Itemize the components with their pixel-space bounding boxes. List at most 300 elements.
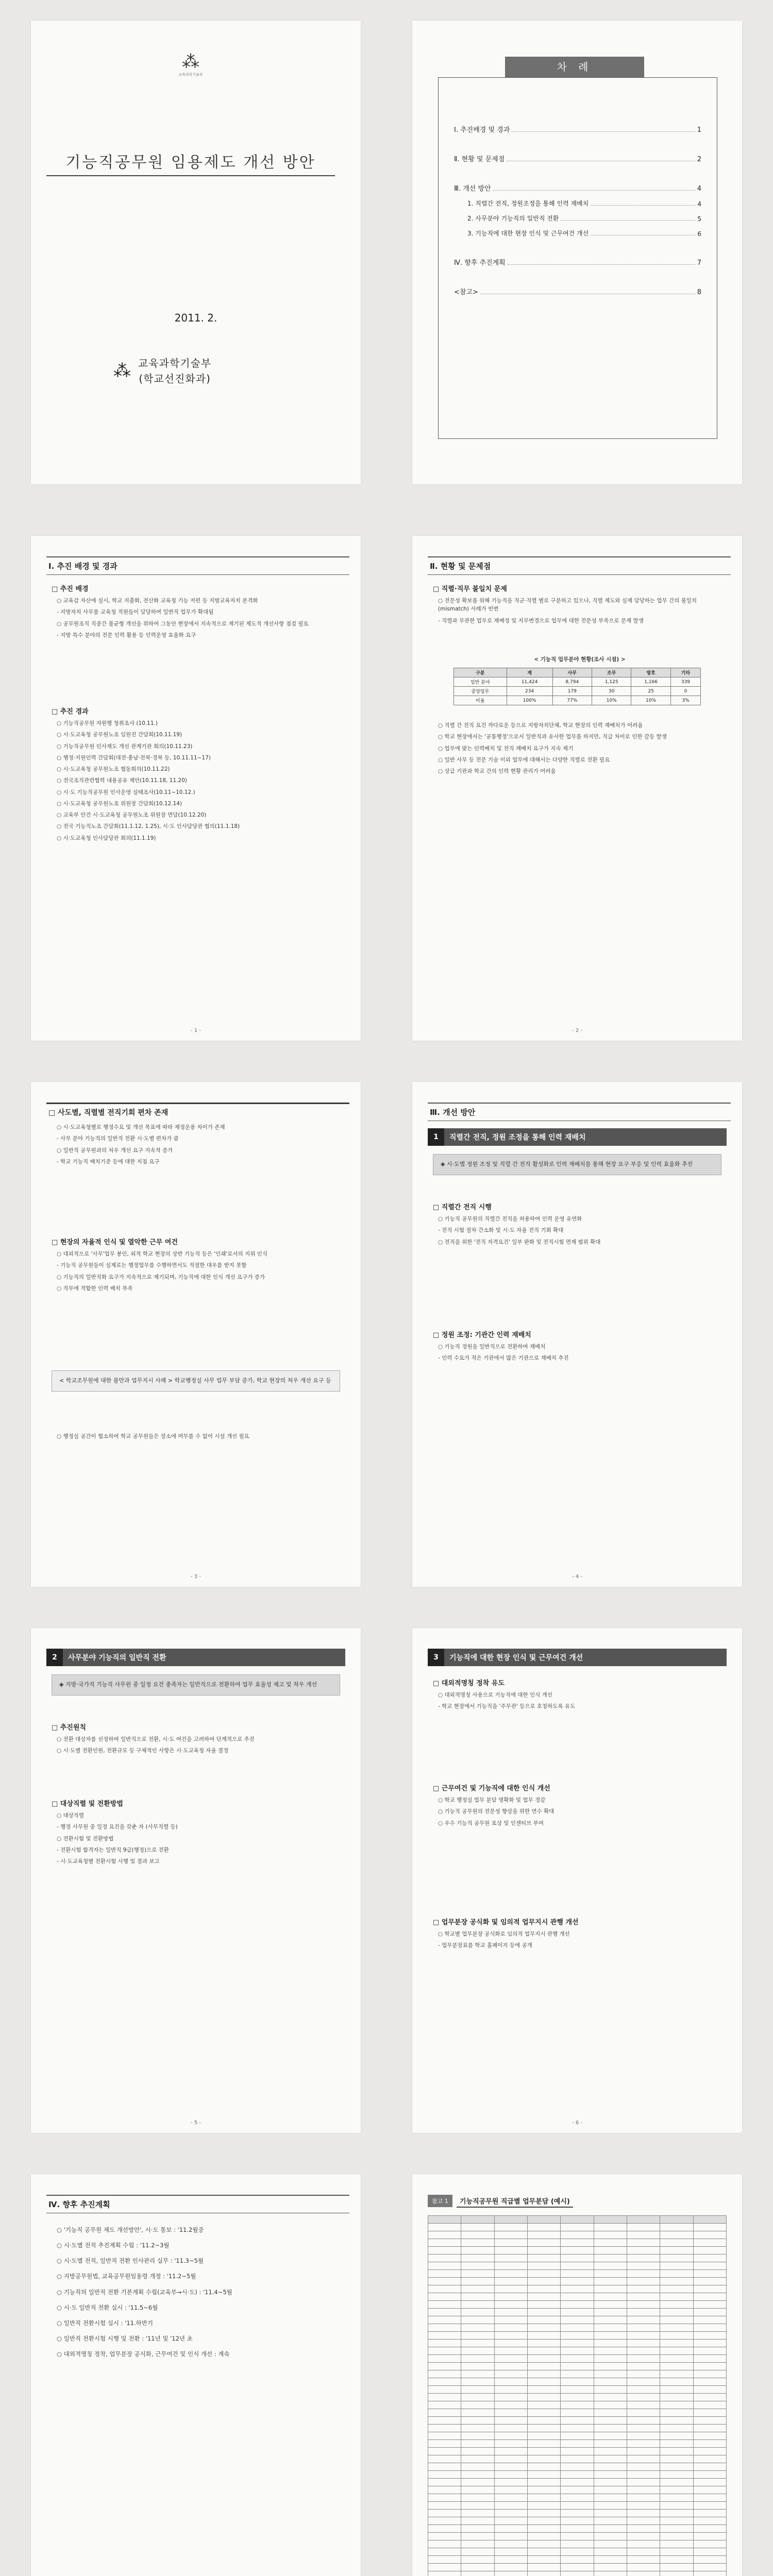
document-date: 2011. 2.: [174, 312, 217, 324]
table-cell: [627, 2471, 660, 2479]
table-cell: [660, 2540, 693, 2548]
table-cell: 11,424: [507, 677, 552, 687]
table-cell: [693, 2340, 726, 2347]
table-row: [428, 2571, 727, 2576]
table-cell: [561, 2355, 594, 2363]
table-cell: [693, 2301, 726, 2309]
table-cell: [428, 2270, 461, 2278]
table-cell: [428, 2564, 461, 2571]
table-cell: [428, 2540, 461, 2548]
table-row: [428, 2494, 727, 2502]
table-cell: [527, 2564, 560, 2571]
subsection-heading: □ 대외적명칭 정착 유도: [433, 1680, 505, 1687]
table-cell: [561, 2370, 594, 2378]
text-line: ○ 직렬 간 전직 요건 까다로운 등으로 지방자치단체, 학교 현장의 인력 재배치가 어려움: [438, 722, 643, 728]
table-row: [454, 687, 701, 696]
table-cell: [561, 2340, 594, 2347]
table-cell: [561, 2486, 594, 2494]
table-cell: [693, 2540, 726, 2548]
table-cell: [461, 2247, 494, 2255]
table-row: [428, 2471, 727, 2479]
table-cell: [693, 2370, 726, 2378]
table-cell: [428, 2324, 461, 2332]
table-cell: [561, 2571, 594, 2576]
table-cell: 10%: [592, 696, 631, 705]
table-cell: [627, 2316, 660, 2324]
table-cell: [627, 2347, 660, 2355]
table-cell: [561, 2417, 594, 2425]
table-cell: [561, 2270, 594, 2278]
table-cell: [494, 2440, 527, 2448]
table-cell: [461, 2525, 494, 2533]
table-cell: [594, 2340, 627, 2347]
table-cell: [660, 2386, 693, 2394]
toc-entry-page: 4: [697, 185, 701, 193]
paragraph-block: [57, 1250, 340, 1296]
table-header-cell: 계: [507, 668, 552, 677]
table-cell: [660, 2401, 693, 2409]
table-cell: [627, 2517, 660, 2525]
table-cell: 339: [670, 677, 700, 687]
table-cell: [461, 2540, 494, 2548]
table-cell: [527, 2386, 560, 2394]
table-cell: [494, 2548, 527, 2556]
toc-entry[interactable]: [454, 214, 701, 223]
table-row: [428, 2401, 727, 2409]
text-line: ○ 업무에 맞는 인력배치 및 전직 재배치 요구가 지속 제기: [438, 745, 574, 752]
table-cell: [660, 2571, 693, 2576]
table-cell: 30: [592, 687, 631, 696]
table-cell: [594, 2216, 627, 2224]
table-row: [428, 2417, 727, 2425]
toc-leader: [561, 220, 695, 221]
toc-entry[interactable]: [454, 199, 701, 208]
table-cell: [527, 2440, 560, 2448]
table-cell: [660, 2486, 693, 2494]
table-cell: [594, 2448, 627, 2455]
page-number: - 1 -: [191, 1028, 201, 1033]
table-cell: [494, 2510, 527, 2517]
table-cell: [660, 2556, 693, 2564]
table-row: [454, 696, 701, 705]
reference-tag: 참고 1: [428, 2195, 452, 2207]
table-cell: [660, 2270, 693, 2278]
logo-caption: 교육과학기술부: [178, 73, 203, 77]
text-line: ○ 기능직의 일반직 전환 기본계획 수립(교육부→시·도) : '11.4~5월: [57, 2288, 232, 2296]
table-cell: [660, 2309, 693, 2316]
table-cell: [627, 2270, 660, 2278]
text-line: ○ 학교 현장에서는 '공통행정'으로서 일반직과 유사한 업무를 하지만, 직급 차이로 인한 갈등 발생: [438, 734, 667, 740]
table-cell: [693, 2409, 726, 2417]
text-line: ○ 기능직 공무원의 직렬간 전직을 허용하여 인력 운영 유연화: [438, 1216, 582, 1222]
table-cell: [660, 2363, 693, 2370]
table-cell: [494, 2285, 527, 2293]
table-cell: [428, 2455, 461, 2463]
table-cell: [693, 2517, 726, 2525]
table-row: [428, 2448, 727, 2455]
subsection-heading: □ 업무분장 공식화 및 임의적 업무지시 관행 개선: [433, 1919, 579, 1926]
table-cell: [527, 2486, 560, 2494]
table-cell: [494, 2363, 527, 2370]
table-cell: [428, 2262, 461, 2270]
table-cell: [461, 2270, 494, 2278]
text-line: - 학교 현장에서 기능직을 '주무관' 등으로 호칭하도록 유도: [438, 1703, 576, 1710]
table-cell: [627, 2378, 660, 2386]
table-cell: 77%: [552, 696, 592, 705]
table-cell: [594, 2540, 627, 2548]
table-row: [428, 2432, 727, 2440]
table-cell: [627, 2486, 660, 2494]
paragraph-block: [438, 1796, 721, 1831]
table-cell: [527, 2479, 560, 2486]
table-cell: [461, 2239, 494, 2247]
table-cell: [561, 2409, 594, 2417]
section-heading: Ⅱ. 현황 및 문제점: [428, 556, 731, 575]
text-line: ○ 전국조직관련협력 내용공유 제안(10.11.18, 11.20): [57, 777, 187, 784]
table-cell: [428, 2347, 461, 2355]
text-line: ○ 대외적명칭 정착, 업무분장 공식화, 근무여건 및 인식 개선 : 계속: [57, 2350, 230, 2358]
table-cell: [527, 2216, 560, 2224]
table-cell: [527, 2533, 560, 2540]
table-cell: [494, 2486, 527, 2494]
table-cell: [561, 2247, 594, 2255]
table-cell: [461, 2401, 494, 2409]
table-cell: [594, 2417, 627, 2425]
table-cell: [428, 2285, 461, 2293]
table-cell: [561, 2239, 594, 2247]
table-cell: [527, 2455, 560, 2463]
table-cell: [660, 2324, 693, 2332]
table-cell: [428, 2255, 461, 2262]
table-cell: [660, 2432, 693, 2440]
table-cell: [594, 2316, 627, 2324]
table-cell: [561, 2309, 594, 2316]
toc-leader: [512, 131, 695, 132]
table-cell: [494, 2270, 527, 2278]
text-line: ○ 교육감 자산에 실시, 학교 지출화, 전산화 교육청 기능 저편 등 지방교육자치 본격화: [57, 598, 258, 604]
toc-leader: [508, 264, 695, 265]
toc-entry[interactable]: [454, 183, 701, 193]
toc-entry[interactable]: [454, 229, 701, 238]
table-cell: 중앙업무: [454, 687, 507, 696]
table-cell: [527, 2378, 560, 2386]
table-cell: [660, 2231, 693, 2239]
table-cell: [494, 2455, 527, 2463]
table-row: [428, 2278, 727, 2285]
table-row: [428, 2548, 727, 2556]
table-cell: [627, 2494, 660, 2502]
table-cell: [428, 2440, 461, 2448]
table-cell: [627, 2370, 660, 2378]
band-number: 1: [428, 1128, 444, 1146]
table-row: [428, 2355, 727, 2363]
text-line: ○ 상급 기관과 학교 간의 인력 현황 관리가 어려움: [438, 768, 556, 775]
table-cell: [527, 2502, 560, 2510]
subsection-heading: □ 추진 경과: [52, 708, 89, 716]
table-cell: [428, 2301, 461, 2309]
paragraph-block: [57, 1735, 340, 1758]
table-cell: [428, 2525, 461, 2533]
table-cell: [627, 2293, 660, 2301]
section-heading: Ⅳ. 향후 추진계획: [46, 2195, 349, 2213]
table-cell: [561, 2455, 594, 2463]
page-background: [31, 1628, 361, 2133]
table-cell: [561, 2378, 594, 2386]
table-cell: [594, 2270, 627, 2278]
text-line: ○ 시·도 기능직공무원 인사운영 실태조사(10.11~10.12.): [57, 789, 195, 795]
table-cell: [494, 2278, 527, 2285]
toc-entry-page: 4: [697, 200, 701, 208]
table-cell: [693, 2463, 726, 2471]
table-cell: [594, 2247, 627, 2255]
text-line: ○ 일반 사무 등 전문 기술 이외 업무에 대해서는 다양한 직렬로 전환 필요: [438, 756, 610, 763]
table-cell: [428, 2533, 461, 2540]
table-cell: [693, 2448, 726, 2455]
table-cell: [627, 2533, 660, 2540]
table-cell: [428, 2409, 461, 2417]
table-cell: [461, 2370, 494, 2378]
table-cell: [627, 2540, 660, 2548]
table-cell: [594, 2355, 627, 2363]
text-line: - 전환시험 합격자는 일반직 9급(행정)으로 전환: [57, 1846, 169, 1853]
text-line: - 학교 기능직 배치기준 등에 대한 지침 요구: [57, 1158, 160, 1165]
table-cell: [494, 2231, 527, 2239]
organization-division: (학교선진화과): [139, 372, 211, 385]
paragraph-block: [57, 1811, 340, 1869]
toc-entry[interactable]: [454, 124, 701, 134]
table-cell: [494, 2540, 527, 2548]
table-cell: [428, 2224, 461, 2231]
table-cell: [561, 2401, 594, 2409]
table-cell: [660, 2370, 693, 2378]
table-cell: [594, 2293, 627, 2301]
table-row: [428, 2332, 727, 2340]
table-row: [428, 2486, 727, 2494]
table-cell: [428, 2231, 461, 2239]
toc-entry-page: 6: [697, 230, 701, 238]
table-cell: [693, 2564, 726, 2571]
table-cell: [461, 2394, 494, 2401]
text-line: ○ 시·도교육청 공무원노조 임원진 간담회(10.11.19): [57, 732, 182, 738]
table-cell: [693, 2440, 726, 2448]
table-cell: [693, 2293, 726, 2301]
table-cell: [527, 2425, 560, 2432]
table-cell: [693, 2432, 726, 2440]
text-line: ○ 시·도교육청별로 행정수요 및 개선 목표에 따라 재정운용 차이가 존재: [57, 1124, 225, 1130]
table-cell: [428, 2463, 461, 2471]
toc-entry-label: <참고>: [454, 289, 478, 296]
table-cell: [660, 2285, 693, 2293]
table-cell: [627, 2309, 660, 2316]
page-background: [31, 1082, 361, 1587]
section-heading: Ⅲ. 개선 방안: [428, 1103, 731, 1121]
toc-entry-label: 1. 직렬간 전직, 정원조정을 통해 인력 재배치: [467, 200, 589, 207]
table-cell: [660, 2525, 693, 2533]
table-cell: [693, 2417, 726, 2425]
table-cell: [561, 2332, 594, 2340]
table-row: [428, 2316, 727, 2324]
text-line: ○ 전문성 확보를 위해 기능직을 직군·직렬 별로 구분하고 있으나, 직렬 제도와 실제 담당하는 업무 간의 불일치(mismatch) 사례가 빈번: [438, 598, 697, 613]
table-cell: 0: [670, 687, 700, 696]
table-cell: [494, 2502, 527, 2510]
table-cell: [461, 2455, 494, 2463]
table-cell: [527, 2316, 560, 2324]
table-cell: [428, 2386, 461, 2394]
table-cell: [561, 2301, 594, 2309]
paragraph-block: [57, 719, 340, 845]
table-cell: [494, 2556, 527, 2564]
table-cell: [428, 2309, 461, 2316]
table-cell: [594, 2533, 627, 2540]
table-cell: [627, 2548, 660, 2556]
table-cell: [594, 2324, 627, 2332]
table-cell: [693, 2231, 726, 2239]
table-cell: [561, 2231, 594, 2239]
table-cell: [660, 2262, 693, 2270]
table-cell: 비율: [454, 696, 507, 705]
table-cell: [561, 2278, 594, 2285]
table-cell: [428, 2401, 461, 2409]
table-cell: [494, 2494, 527, 2502]
table-cell: [693, 2270, 726, 2278]
table-cell: [428, 2571, 461, 2576]
table-cell: [594, 2255, 627, 2262]
table-cell: [561, 2363, 594, 2370]
table-cell: [627, 2571, 660, 2576]
table-cell: [461, 2355, 494, 2363]
table-cell: [461, 2378, 494, 2386]
table-cell: [660, 2394, 693, 2401]
table-cell: 1,166: [631, 677, 670, 687]
duty-matrix-table: [428, 2215, 727, 2576]
table-cell: [461, 2417, 494, 2425]
table-cell: [494, 2347, 527, 2355]
table-cell: [660, 2494, 693, 2502]
table-cell: [693, 2262, 726, 2270]
table-cell: [594, 2285, 627, 2293]
table-cell: [693, 2347, 726, 2355]
table-cell: [627, 2231, 660, 2239]
table-cell: [594, 2494, 627, 2502]
table-cell: [693, 2255, 726, 2262]
table-cell: [561, 2510, 594, 2517]
text-line: ○ 기능직 정원을 일반직으로 전환하여 재배치: [438, 1344, 546, 1350]
table-cell: [693, 2278, 726, 2285]
table-cell: [494, 2301, 527, 2309]
table-cell: [527, 2309, 560, 2316]
table-row: [428, 2340, 727, 2347]
text-line: - 직렬과 무관한 업무로 재배정 및 지무변경으로 업무에 대한 전문성 부족으로 문제 발생: [438, 617, 644, 624]
table-cell: [527, 2262, 560, 2270]
table-cell: [594, 2486, 627, 2494]
table-cell: [461, 2510, 494, 2517]
table-cell: [627, 2564, 660, 2571]
table-cell: 234: [507, 687, 552, 696]
section-band: [46, 1649, 345, 1666]
toc-entry-label: Ⅱ. 현황 및 문제점: [454, 156, 505, 163]
table-cell: [461, 2224, 494, 2231]
table-cell: [428, 2479, 461, 2486]
table-cell: [660, 2564, 693, 2571]
text-line: - 시·도교육청별 전환시험 시행 및 결과 보고: [57, 1858, 160, 1865]
toc-entry[interactable]: [454, 154, 701, 163]
table-cell: [527, 2409, 560, 2417]
table-cell: [527, 2448, 560, 2455]
table-cell: [627, 2332, 660, 2340]
table-cell: [693, 2510, 726, 2517]
toc-entry[interactable]: [454, 286, 701, 296]
table-cell: [594, 2425, 627, 2432]
table-cell: [693, 2486, 726, 2494]
table-cell: [561, 2293, 594, 2301]
table-cell: [561, 2463, 594, 2471]
table-row: [428, 2363, 727, 2370]
table-cell: [428, 2316, 461, 2324]
table-cell: [627, 2386, 660, 2394]
table-cell: [461, 2324, 494, 2332]
table-cell: [527, 2401, 560, 2409]
table-cell: [660, 2455, 693, 2463]
table-row: [428, 2239, 727, 2247]
table-cell: [561, 2347, 594, 2355]
table-cell: [461, 2363, 494, 2370]
table-cell: [527, 2255, 560, 2262]
table-cell: [494, 2309, 527, 2316]
table-cell: [627, 2216, 660, 2224]
section-band: [428, 1128, 727, 1146]
page-background: [31, 2174, 361, 2576]
text-line: ○ 시·도별 전직, 일반직 전환 인사관리 실무 : '11.3~5월: [57, 2257, 204, 2265]
text-line: - 사무 분야 기능직의 일반직 전환 시·도별 편차가 큼: [57, 1136, 179, 1142]
text-line: ○ 교육부 안건 시·도교육청 공무원노조 위원장 면담(10.12.20): [57, 812, 207, 819]
table-cell: [561, 2285, 594, 2293]
table-cell: [627, 2301, 660, 2309]
table-cell: [494, 2239, 527, 2247]
table-cell: [594, 2239, 627, 2247]
table-cell: [428, 2471, 461, 2479]
document-title: 기능직공무원 임용제도 개선 방안: [65, 154, 316, 172]
text-line: ○ 시·도 일반직 전환 실시 : '11.5~6월: [57, 2303, 158, 2311]
text-line: ○ 전국 기능직노조 간담회(11.1.12, 1.25), 시·도 인사담당관 협의(11.1.18): [57, 823, 240, 830]
table-header-cell: 사무: [552, 668, 592, 677]
text-line: ○ 행정·지원인력 간담회(대전·충남·전북·경북 등, 10.11.11~17): [57, 754, 211, 761]
subsection-heading: □ 정원 조정: 기관간 인력 재배치: [433, 1331, 531, 1339]
page-background: [412, 1628, 742, 2133]
table-cell: [494, 2293, 527, 2301]
table-cell: [428, 2293, 461, 2301]
table-cell: [594, 2401, 627, 2409]
table-cell: [461, 2564, 494, 2571]
table-cell: [461, 2479, 494, 2486]
paragraph-block: [57, 1123, 340, 1169]
table-cell: [494, 2378, 527, 2386]
page-background: [412, 2174, 742, 2576]
table-cell: [594, 2332, 627, 2340]
table-cell: [561, 2386, 594, 2394]
toc-entry[interactable]: [454, 257, 701, 267]
table-cell: [627, 2324, 660, 2332]
table-cell: [527, 2270, 560, 2278]
table-cell: [693, 2394, 726, 2401]
table-cell: [428, 2332, 461, 2340]
table-cell: [461, 2340, 494, 2347]
table-cell: [627, 2525, 660, 2533]
table-cell: [561, 2556, 594, 2564]
table-cell: [660, 2255, 693, 2262]
table-cell: [660, 2301, 693, 2309]
table-cell: [461, 2517, 494, 2525]
toc-entry-page: 2: [697, 156, 701, 163]
